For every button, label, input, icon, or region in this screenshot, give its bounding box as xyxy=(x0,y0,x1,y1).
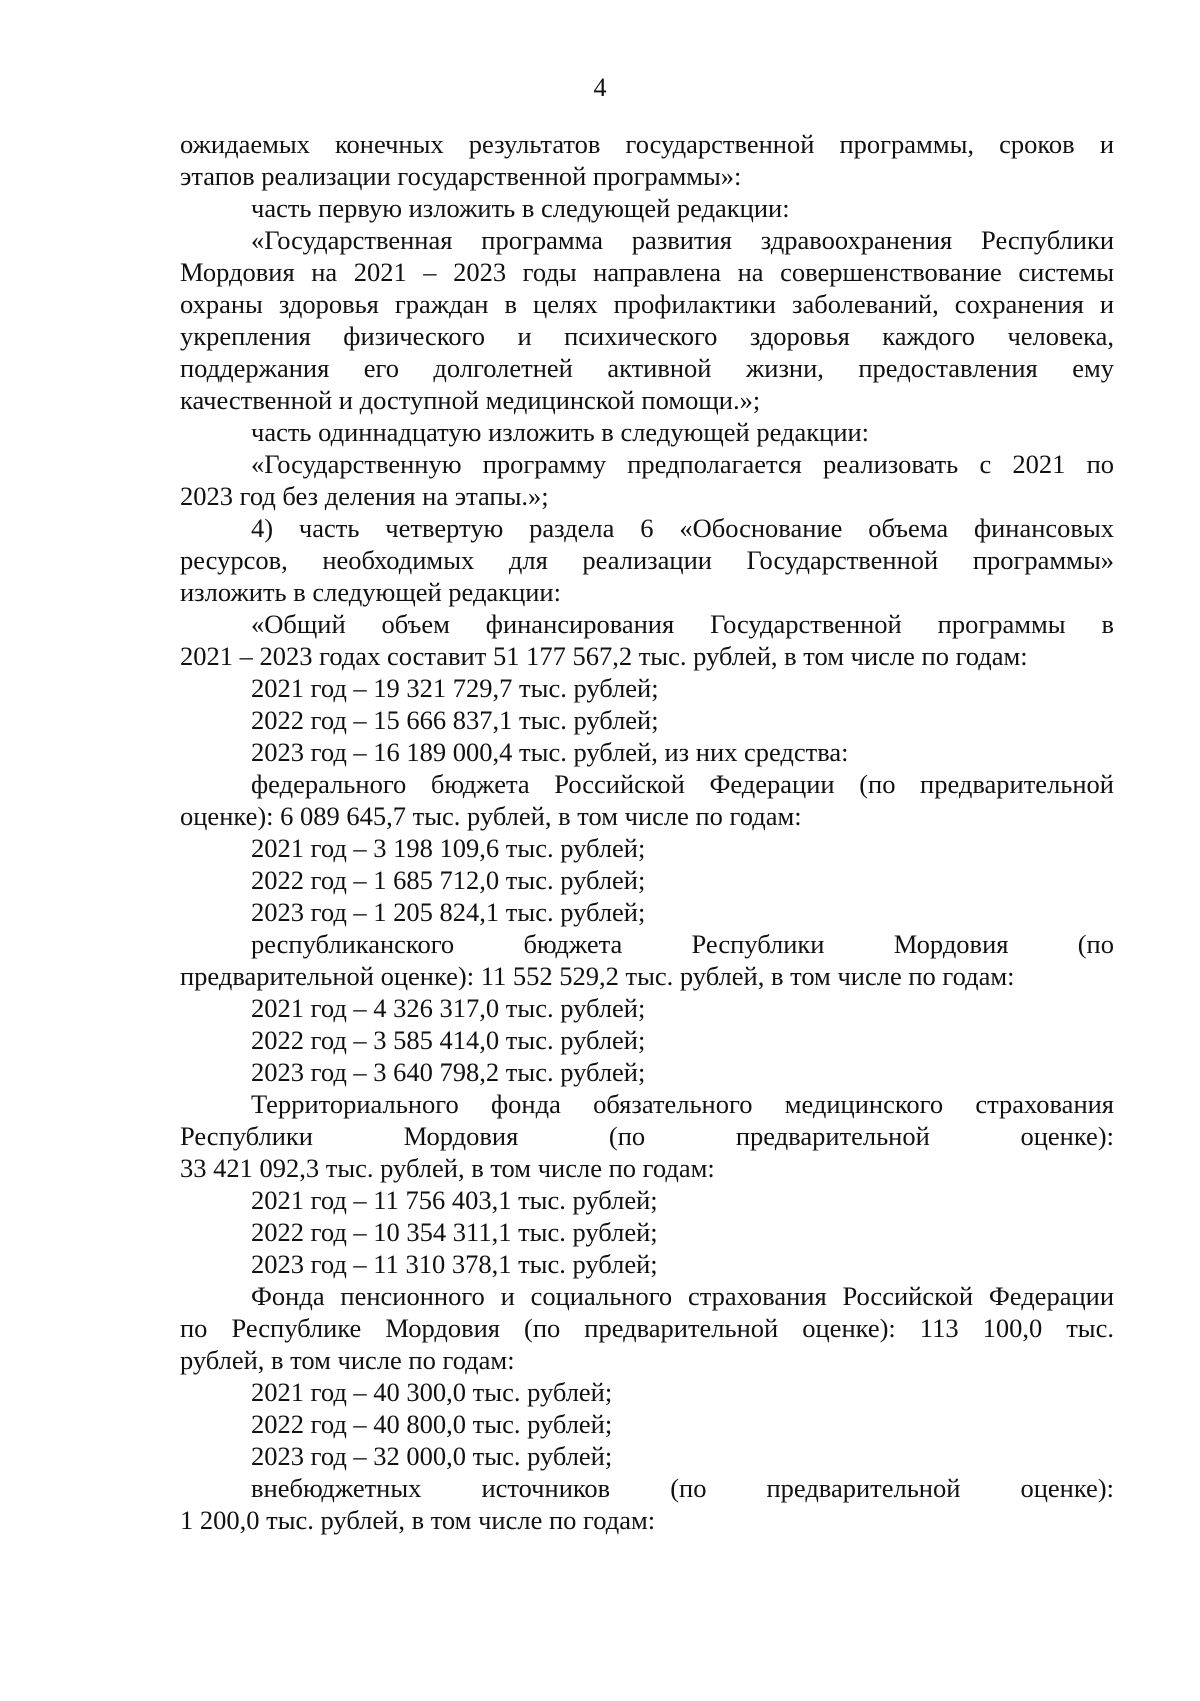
text-line: этапов реализации государственной программы»: xyxy=(180,161,742,191)
text-line: 2023 год – 32 000,0 тыс. рублей; xyxy=(251,1441,613,1471)
text-line: Фонда пенсионного и социального страхования Российской Федерации xyxy=(251,1281,1114,1311)
text-line: 2022 год – 10 354 311,1 тыс. рублей; xyxy=(251,1217,658,1247)
text-line: ожидаемых конечных результатов государственной программы, сроков и xyxy=(180,129,1114,159)
text-line: 2023 год без деления на этапы.»; xyxy=(180,481,549,511)
text-line: охраны здоровья граждан в целях профилактики заболеваний, сохранения и xyxy=(180,289,1114,319)
text-line: 2023 год – 1 205 824,1 тыс. рублей; xyxy=(251,897,646,927)
text-line: 1 200,0 тыс. рублей, в том числе по годам: xyxy=(180,1505,656,1535)
text-line: республиканского бюджета Республики Мордовия (по xyxy=(251,929,1114,959)
text-line: 2023 год – 16 189 000,4 тыс. рублей, из них средства: xyxy=(251,737,849,767)
text-line: «Государственную программу предполагается реализовать с 2021 по xyxy=(251,449,1114,479)
text-line: 2021 год – 40 300,0 тыс. рублей; xyxy=(251,1377,613,1407)
text-line: Территориального фонда обязательного медицинского страхования xyxy=(251,1089,1114,1119)
text-line: федерального бюджета Российской Федерации (по предварительной xyxy=(251,769,1114,799)
text-line: 33 421 092,3 тыс. рублей, в том числе по годам: xyxy=(180,1153,715,1183)
text-line: внебюджетных источников (по предварительной оценке): xyxy=(251,1473,1114,1503)
text-line: «Общий объем финансирования Государственной программы в xyxy=(251,609,1114,639)
text-line: часть первую изложить в следующей редакции: xyxy=(251,193,790,223)
text-line: качественной и доступной медицинской помощи.»; xyxy=(180,385,761,415)
text-line: 4) часть четвертую раздела 6 «Обоснование объема финансовых xyxy=(251,513,1114,543)
text-line: 2023 год – 3 640 798,2 тыс. рублей; xyxy=(251,1057,646,1087)
text-line: 2022 год – 40 800,0 тыс. рублей; xyxy=(251,1409,613,1439)
text-line: 2021 год – 4 326 317,0 тыс. рублей; xyxy=(251,993,646,1023)
text-line: 2022 год – 1 685 712,0 тыс. рублей; xyxy=(251,865,646,895)
text-line: по Республике Мордовия (по предварительной оценке): 113 100,0 тыс. xyxy=(180,1313,1114,1343)
text-line: 2021 – 2023 годах составит 51 177 567,2 тыс. рублей, в том числе по годам: xyxy=(180,641,1028,671)
text-line: 2021 год – 19 321 729,7 тыс. рублей; xyxy=(251,673,659,703)
text-line: 2021 год – 11 756 403,1 тыс. рублей; xyxy=(251,1185,658,1215)
text-line: поддержания его долголетней активной жизни, предоставления ему xyxy=(180,353,1114,383)
text-line: ресурсов, необходимых для реализации Государственной программы» xyxy=(180,545,1114,575)
text-line: «Государственная программа развития здравоохранения Республики xyxy=(251,225,1114,255)
text-line: Республики Мордовия (по предварительной оценке): xyxy=(180,1121,1114,1151)
text-line: оценке): 6 089 645,7 тыс. рублей, в том числе по годам: xyxy=(180,801,802,831)
page-number: 4 xyxy=(593,73,607,102)
text-line: 2022 год – 15 666 837,1 тыс. рублей; xyxy=(251,705,659,735)
text-line: укрепления физического и психического здоровья каждого человека, xyxy=(180,321,1114,351)
text-line: 2021 год – 3 198 109,6 тыс. рублей; xyxy=(251,833,646,863)
text-line: изложить в следующей редакции: xyxy=(180,577,561,607)
text-line: предварительной оценке): 11 552 529,2 тыс. рублей, в том числе по годам: xyxy=(180,961,1015,991)
text-line: рублей, в том числе по годам: xyxy=(180,1345,515,1375)
text-line: часть одиннадцатую изложить в следующей редакции: xyxy=(251,417,870,447)
text-line: 2023 год – 11 310 378,1 тыс. рублей; xyxy=(251,1249,658,1279)
text-line: Мордовия на 2021 – 2023 годы направлена на совершенствование системы xyxy=(180,257,1114,287)
text-line: 2022 год – 3 585 414,0 тыс. рублей; xyxy=(251,1025,646,1055)
